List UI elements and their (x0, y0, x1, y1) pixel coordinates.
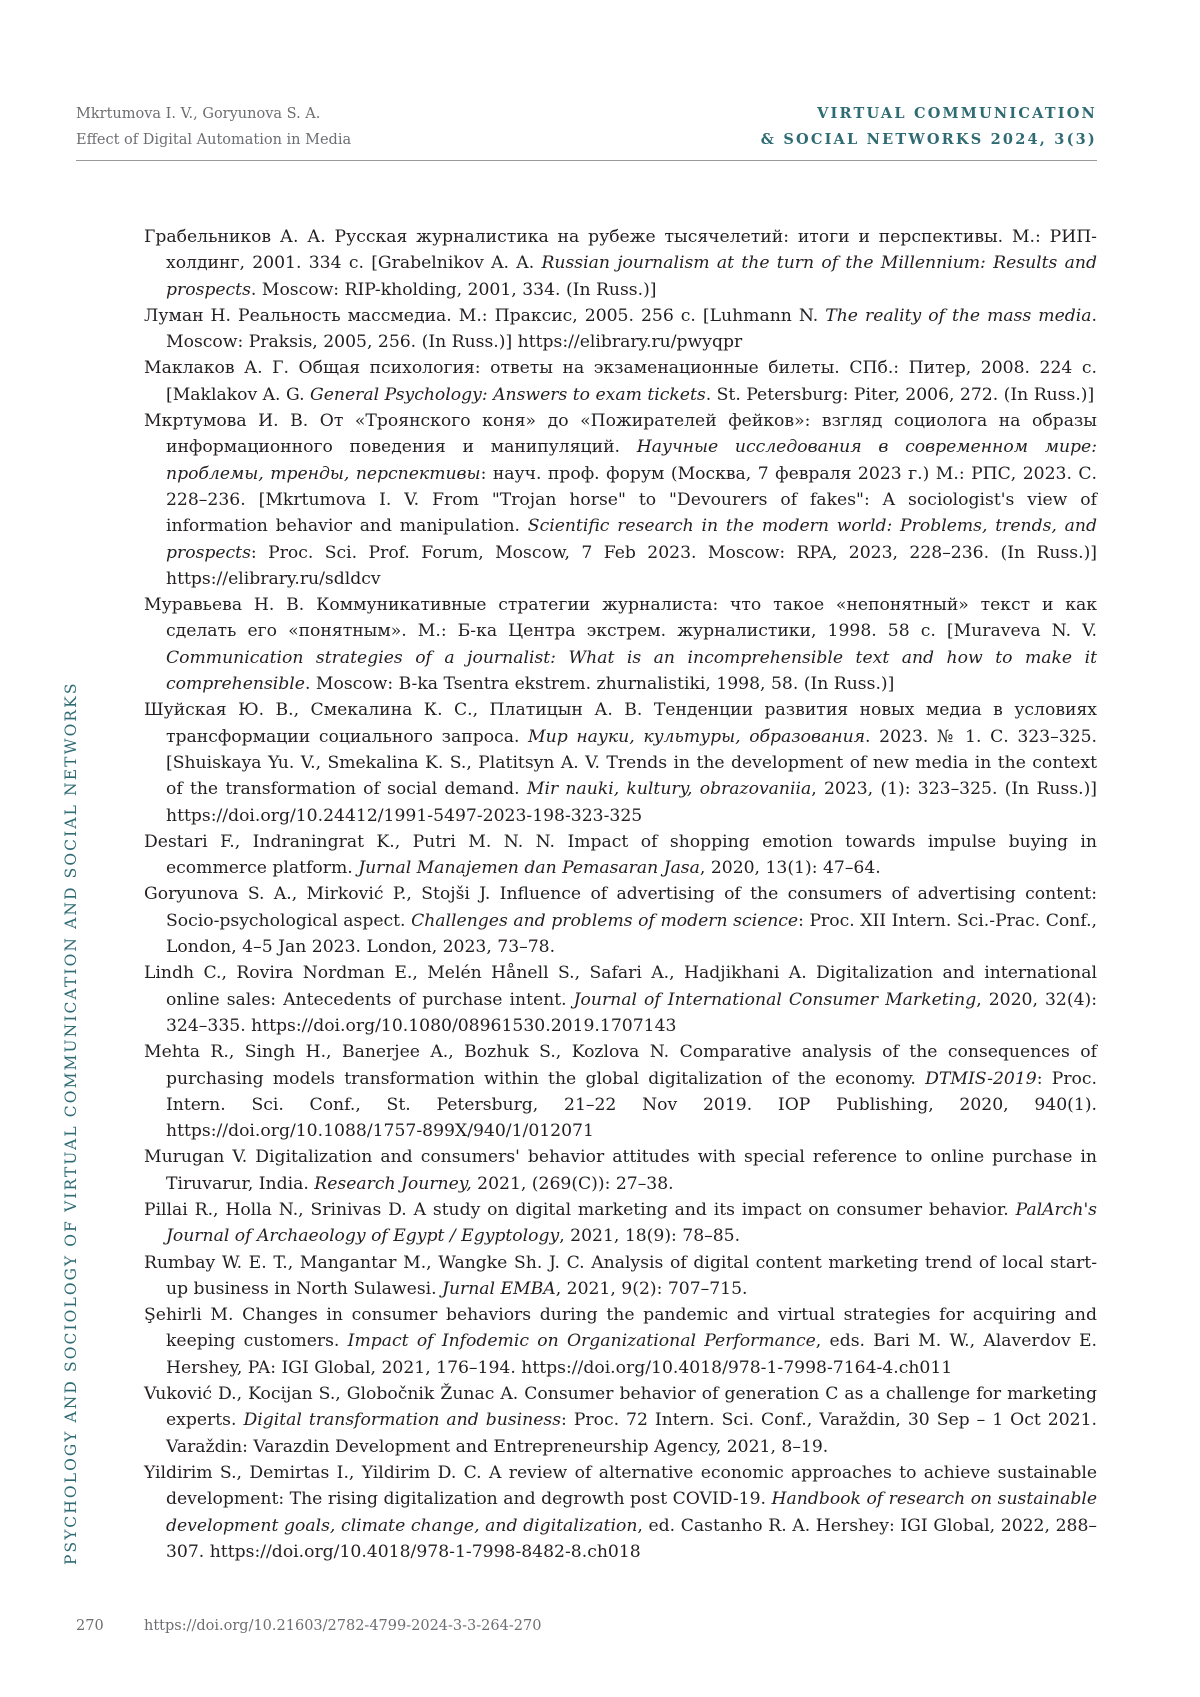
reference-text: . St. Petersburg: Piter, 2006, 272. (In Russ.)] (705, 384, 1095, 405)
reference-text: , ed. Castanho R. A. Hershey: IGI Global, 2022, 288–307. https://doi.org/10.4018/978-1-7998-8482-8.ch018 (166, 1515, 1097, 1562)
reference-item (144, 881, 1097, 960)
reference-text: Goryunova S. A., Mirković P., Stojši J. Influence of advertising of the consumers of advertising content: Socio-psychological aspect. (144, 884, 1097, 931)
reference-item (144, 1460, 1097, 1565)
reference-text: Мкртумова И. В. От «Троянского коня» до «Пожирателей фейков»: взгляд социолога на образы информационного поведения и манипуляций. (144, 411, 1097, 458)
reference-source-title: Jurnal Manajemen dan Pemasaran Jasa (358, 858, 700, 879)
reference-text: Грабельников А. А. Русская журналистика на рубеже тысячелетий: итоги и перспективы. М.: РИП-холдинг, 2001. 334 с. [Grabelnikov A. A. (144, 227, 1097, 274)
journal-name-line2: & SOCIAL NETWORKS 2024, 3(3) (760, 131, 1097, 148)
reference-item (144, 303, 1097, 356)
reference-text: Vuković D., Kocijan S., Globočnik Žunac A. Consumer behavior of generation C as a challenge for marketing experts. (144, 1384, 1097, 1431)
reference-source-title: Мир науки, культуры, образования (528, 726, 866, 747)
reference-text: . Moscow: Praksis, 2005, 256. (In Russ.)] https://elibrary.ru/pwyqpr (166, 305, 1097, 353)
reference-item (144, 224, 1097, 303)
reference-text: Destari F., Indraningrat K., Putri M. N. N. Impact of shopping emotion towards impulse buying in ecommerce platform. (144, 831, 1097, 879)
reference-item (144, 1302, 1097, 1381)
reference-source-title: DTMIS-2019 (925, 1068, 1037, 1089)
reference-item (144, 355, 1097, 408)
reference-item (144, 960, 1097, 1039)
reference-item (144, 408, 1097, 592)
running-header-journal (761, 101, 1097, 153)
reference-source-title: Научные исследования в современном мире: проблемы, тренды, перспективы (166, 437, 1097, 484)
reference-source-title: The reality of the mass media (825, 305, 1092, 326)
reference-text: Murugan V. Digitalization and consumers' behavior attitudes with special reference to online purchase in Tiruvarur, India. (144, 1147, 1097, 1194)
reference-text: , 2020, 32(4): 324–335. https://doi.org/10.1080/08961530.2019.1707143 (166, 989, 1097, 1036)
reference-source-title: Mir nauki, kultury, obrazovaniia (526, 779, 812, 800)
reference-text: . 2023. № 1. С. 323–325. [Shuiskaya Yu. V., Smekalina K. S., Platitsyn A. V. Trends in the development of new media in the context of the transformation of social demand. (166, 726, 1097, 800)
reference-item (144, 592, 1097, 697)
page-number: 270 (76, 1618, 104, 1634)
reference-item (144, 1039, 1097, 1144)
header-divider (76, 160, 1097, 161)
reference-source-title: Handbook of research on sustainable development goals, climate change, and digitalization (166, 1489, 1097, 1536)
reference-source-title: Communication strategies of a journalist: What is an incomprehensible text and how to make it comprehensible (166, 647, 1097, 695)
running-header-left (76, 101, 351, 153)
reference-text: Муравьева Н. В. Коммуникативные стратегии журналиста: что такое «непонятный» текст и как сделать его «понятным». М.: Б-ка Центра экстрем. журналистики, 1998. 58 с. [Muraveva N. V. (144, 595, 1097, 642)
reference-text: Луман Н. Реальность массмедиа. М.: Праксис, 2005. 256 с. [Luhmann N. (144, 305, 826, 326)
reference-source-title: Jurnal EMBA (442, 1278, 556, 1299)
reference-source-title: General Psychology: Answers to exam tickets (310, 384, 706, 405)
reference-source-title: Research Journey, (314, 1173, 472, 1194)
reference-item (144, 1144, 1097, 1197)
header-authors: Mkrtumova I. V., Goryunova S. A. (76, 106, 321, 122)
reference-text: , 2021, 9(2): 707–715. (555, 1278, 748, 1299)
footer-doi-link[interactable]: https://doi.org/10.21603/2782-4799-2024-3-3-264-270 (144, 1618, 542, 1634)
reference-text: . Moscow: RIP-kholding, 2001, 334. (In Russ.)] (250, 279, 657, 300)
reference-text: , 2020, 13(1): 47–64. (699, 858, 881, 879)
reference-text: : Proc. XII Intern. Sci.-Prac. Conf., London, 4–5 Jan 2023. London, 2023, 73–78. (166, 910, 1098, 958)
reference-source-title: Challenges and problems of modern science (411, 910, 799, 931)
reference-text: . Moscow: B-ka Tsentra ekstrem. zhurnalistiki, 1998, 58. (In Russ.)] (304, 674, 895, 695)
reference-text: , 2023, (1): 323–325. (In Russ.)] https://doi.org/10.24412/1991-5497-2023-198-323-325 (166, 779, 1098, 826)
reference-text: : Proc. Sci. Prof. Forum, Moscow, 7 Feb 2023. Moscow: RPA, 2023, 228–236. (In Russ.)] https://elibrary.ru/sdldcv (166, 542, 1097, 589)
reference-text: Маклаков А. Г. Общая психология: ответы на экзаменационные билеты. СПб.: Питер, 2008. 224 с. [Maklakov A. G. (144, 358, 1097, 405)
reference-text: Mehta R., Singh H., Banerjee A., Bozhuk S., Kozlova N. Comparative analysis of the consequences of purchasing models transformation within the global digitalization of the economy. (144, 1042, 1097, 1089)
reference-text: 2021, (269(C)): 27–38. (471, 1173, 674, 1194)
reference-text: , eds. Bari M. W., Alaverdov E. Hershey, PA: IGI Global, 2021, 176–194. https://doi.org/10.4018/978-1-7998-7164-4.ch011 (166, 1331, 1098, 1378)
header-article-title: Effect of Digital Automation in Media (76, 132, 352, 148)
reference-text: Lindh C., Rovira Nordman E., Melén Hånell S., Safari A., Hadjikhani A. Digitalization and international online sales: Antecedents of purchase intent. (144, 963, 1097, 1010)
reference-item (144, 1197, 1097, 1250)
reference-text: Şehirli M. Changes in consumer behaviors during the pandemic and virtual strategies for acquiring and keeping customers. (144, 1305, 1097, 1352)
reference-item (144, 1381, 1097, 1460)
reference-item (144, 1250, 1097, 1303)
reference-source-title: PalArch's Journal of Archaeology of Egypt / Egyptology (166, 1199, 1097, 1247)
reference-source-title: Digital transformation and business (243, 1410, 562, 1431)
reference-source-title: Impact of Infodemic on Organizational Performance (347, 1331, 816, 1352)
reference-text: Шуйская Ю. В., Смекалина К. С., Платицын А. В. Тенденции развития новых медиа в условиях трансформации социального запроса. (144, 700, 1097, 747)
reference-item (144, 829, 1097, 882)
reference-text: : Proc. Intern. Sci. Conf., St. Petersburg, 21–22 Nov 2019. IOP Publishing, 2020, 940(1). https://doi.org/10.1088/1757-899X/940/1/012071 (166, 1068, 1097, 1142)
reference-item (144, 697, 1097, 828)
reference-text: Pillai R., Holla N., Srinivas D. A study on digital marketing and its impact on consumer behavior. (144, 1199, 1016, 1220)
reference-source-title: Journal of International Consumer Marketing (573, 989, 977, 1010)
reference-list (144, 224, 1097, 1565)
reference-text: : науч. проф. форум (Москва, 7 февраля 2023 г.) М.: РПС, 2023. С. 228–236. [Mkrtumova I. V. From "Trojan horse" to "Devourers of fakes": A sociologist's view of information behavior and manipulation. (166, 463, 1097, 537)
journal-name-line1: VIRTUAL COMMUNICATION (817, 105, 1097, 122)
reference-text: Yildirim S., Demirtas I., Yildirim D. C. A review of alternative economic approaches to achieve sustainable development: The rising digitalization and degrowth post COVID-19. (144, 1462, 1097, 1510)
reference-source-title: Scientific research in the modern world: Problems, trends, and prospects (166, 516, 1097, 563)
section-side-label: PSYCHOLOGY AND SOCIOLOGY OF VIRTUAL COMMUNICATION AND SOCIAL NETWORKS (62, 681, 80, 1565)
reference-text: : Proc. 72 Intern. Sci. Conf., Varaždin, 30 Sep – 1 Oct 2021. Varaždin: Varazdin Development and Entrepreneurship Agency, 2021, 8–19. (166, 1410, 1097, 1457)
reference-text: Rumbay W. E. T., Mangantar M., Wangke Sh. J. C. Analysis of digital content marketing trend of local start-up business in North Sulawesi. (144, 1252, 1097, 1299)
reference-source-title: Russian journalism at the turn of the Millennium: Results and prospects (166, 253, 1097, 300)
reference-text: , 2021, 18(9): 78–85. (559, 1226, 741, 1247)
